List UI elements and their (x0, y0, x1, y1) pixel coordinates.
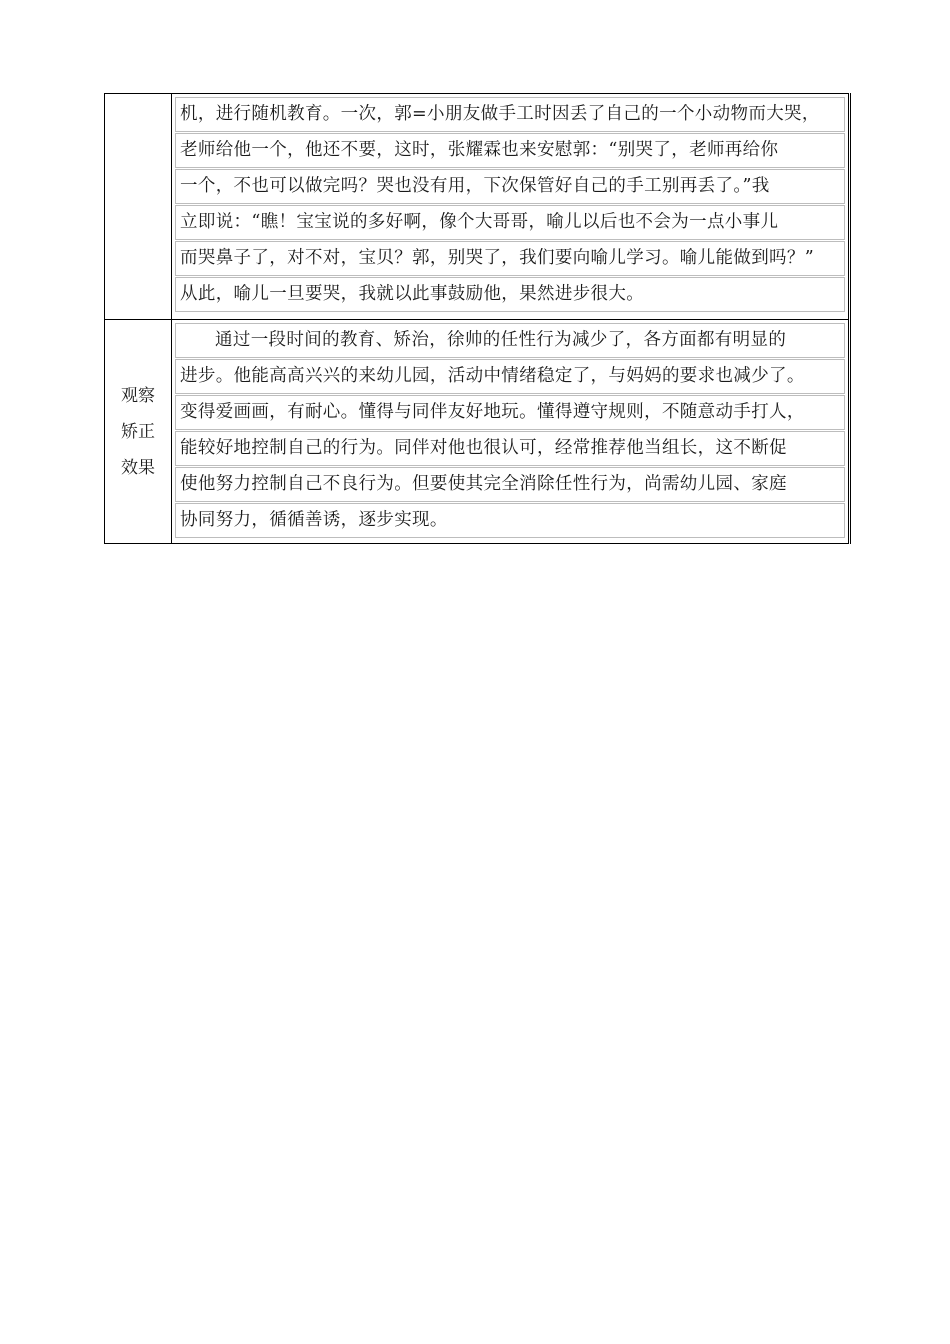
paragraph-line: 使他努力控制自己不良行为。但要使其完全消除任性行为，尚需幼儿园、家庭 (175, 467, 845, 502)
case-process-text-block (172, 97, 848, 312)
record-table (104, 93, 851, 544)
paragraph-line: 立即说：“瞧！宝宝说的多好啊，像个大哥哥，喻儿以后也不会为一点小事儿 (175, 205, 845, 240)
row-label-line: 观察 (121, 386, 155, 406)
paragraph-line: 而哭鼻子了，对不对，宝贝？郭，别哭了，我们要向喻儿学习。喻儿能做到吗？” (175, 241, 845, 276)
row-label-line: 矫正 (121, 422, 155, 442)
row-label-line: 效果 (121, 458, 155, 478)
case-process-content (172, 94, 850, 320)
table-row-observation-effect (105, 320, 850, 544)
observation-effect-text-block (172, 323, 848, 538)
paragraph-line: 协同努力，循循善诱，逐步实现。 (175, 503, 845, 538)
paragraph-line: 一个，不也可以做完吗？哭也没有用，下次保管好自己的手工别再丢了。”我 (175, 169, 845, 204)
row-label-observation-effect (105, 320, 171, 486)
paragraph-line: 通过一段时间的教育、矫治，徐帅的任性行为减少了，各方面都有明显的 (175, 323, 845, 358)
paragraph-line: 进步。他能高高兴兴的来幼儿园，活动中情绪稳定了，与妈妈的要求也减少了。 (175, 359, 845, 394)
paragraph-line: 变得爱画画，有耐心。懂得与同伴友好地玩。懂得遵守规则，不随意动手打人， (175, 395, 845, 430)
observation-effect-content (172, 320, 850, 544)
paragraph-line: 能较好地控制自己的行为。同伴对他也很认可，经常推荐他当组长，这不断促 (175, 431, 845, 466)
paragraph-line: 老师给他一个，他还不要，这时，张耀霖也来安慰郭：“别哭了，老师再给你 (175, 133, 845, 168)
paragraph-line: 机，进行随机教育。一次，郭=小朋友做手工时因丢了自己的一个小动物而大哭， (175, 97, 845, 132)
table-row-case-process (105, 94, 850, 320)
row-label-cell (105, 320, 172, 544)
row-label-cell-empty (105, 94, 172, 320)
paragraph-line: 从此，喻儿一旦要哭，我就以此事鼓励他，果然进步很大。 (175, 277, 845, 312)
